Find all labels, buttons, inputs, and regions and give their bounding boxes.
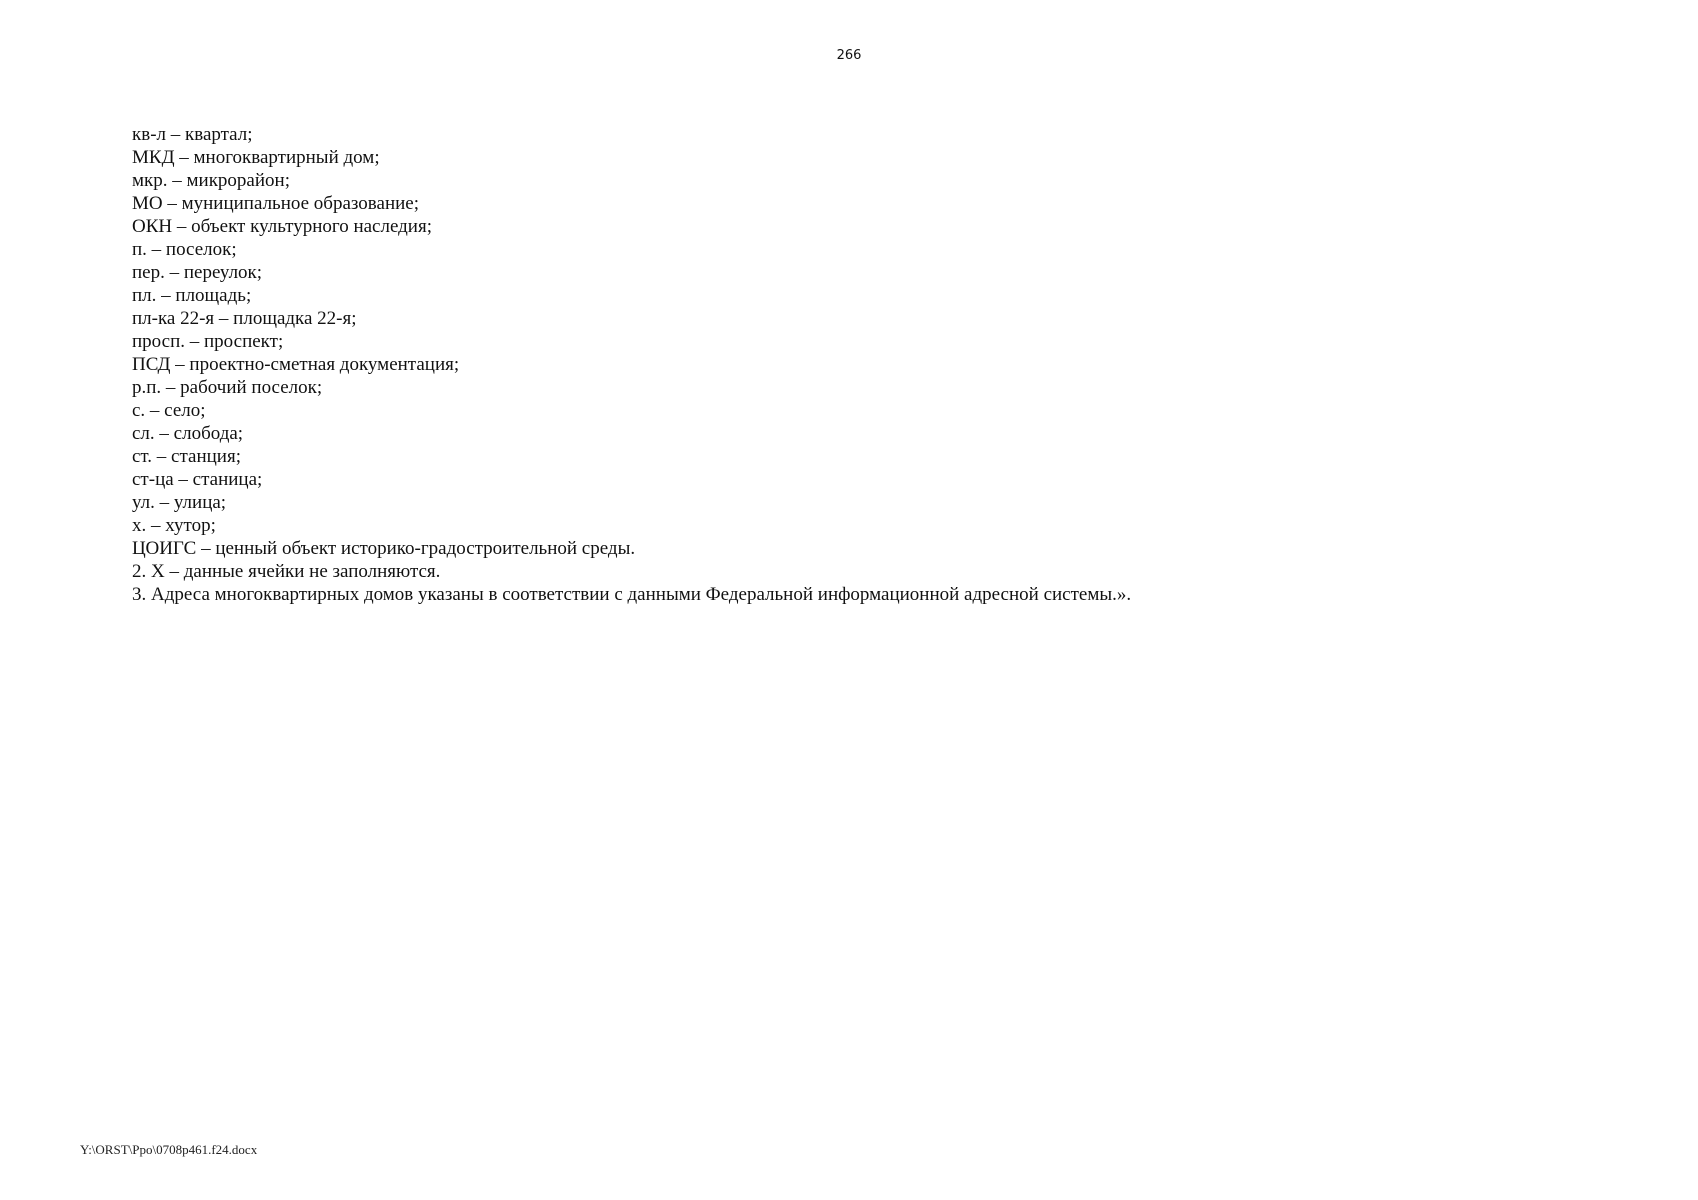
abbreviation-line: пл. – площадь; [132, 285, 252, 306]
abbreviation-line: просп. – проспект; [132, 331, 284, 352]
abbreviation-line: ул. – улица; [132, 492, 227, 513]
abbreviation-line: п. – поселок; [132, 239, 237, 260]
abbreviation-line: пер. – переулок; [132, 262, 263, 283]
abbreviation-line: х. – хутор; [132, 515, 216, 536]
abbreviation-line: МКД – многоквартирный дом; [132, 147, 380, 168]
abbreviation-line: сл. – слобода; [132, 423, 244, 444]
abbreviation-line: ст. – станция; [132, 446, 241, 467]
abbreviation-line: ОКН – объект культурного наследия; [132, 216, 432, 237]
abbreviation-line: пл-ка 22-я – площадка 22-я; [132, 308, 357, 329]
abbreviation-line: р.п. – рабочий поселок; [132, 377, 323, 398]
note-line: 2. Х – данные ячейки не заполняются. [132, 561, 441, 582]
abbreviation-line: кв-л – квартал; [132, 124, 253, 145]
abbreviation-line: МО – муниципальное образование; [132, 193, 420, 214]
footer-file-path: Y:\ORST\Ppo\0708p461.f24.docx [80, 1142, 258, 1157]
abbreviation-line: мкр. – микрорайон; [132, 170, 290, 191]
abbreviation-line: ЦОИГС – ценный объект историко-градостроительной среды. [132, 538, 636, 559]
abbreviation-line: с. – село; [132, 400, 206, 421]
document-body [132, 123, 1582, 606]
note-line: 3. Адреса многоквартирных домов указаны в соответствии с данными Федеральной информационной адресной системы.». [132, 584, 1132, 605]
abbreviation-line: ПСД – проектно-сметная документация; [132, 354, 460, 375]
abbreviation-line: ст-ца – станица; [132, 469, 263, 490]
page-number: 266 [836, 48, 862, 63]
